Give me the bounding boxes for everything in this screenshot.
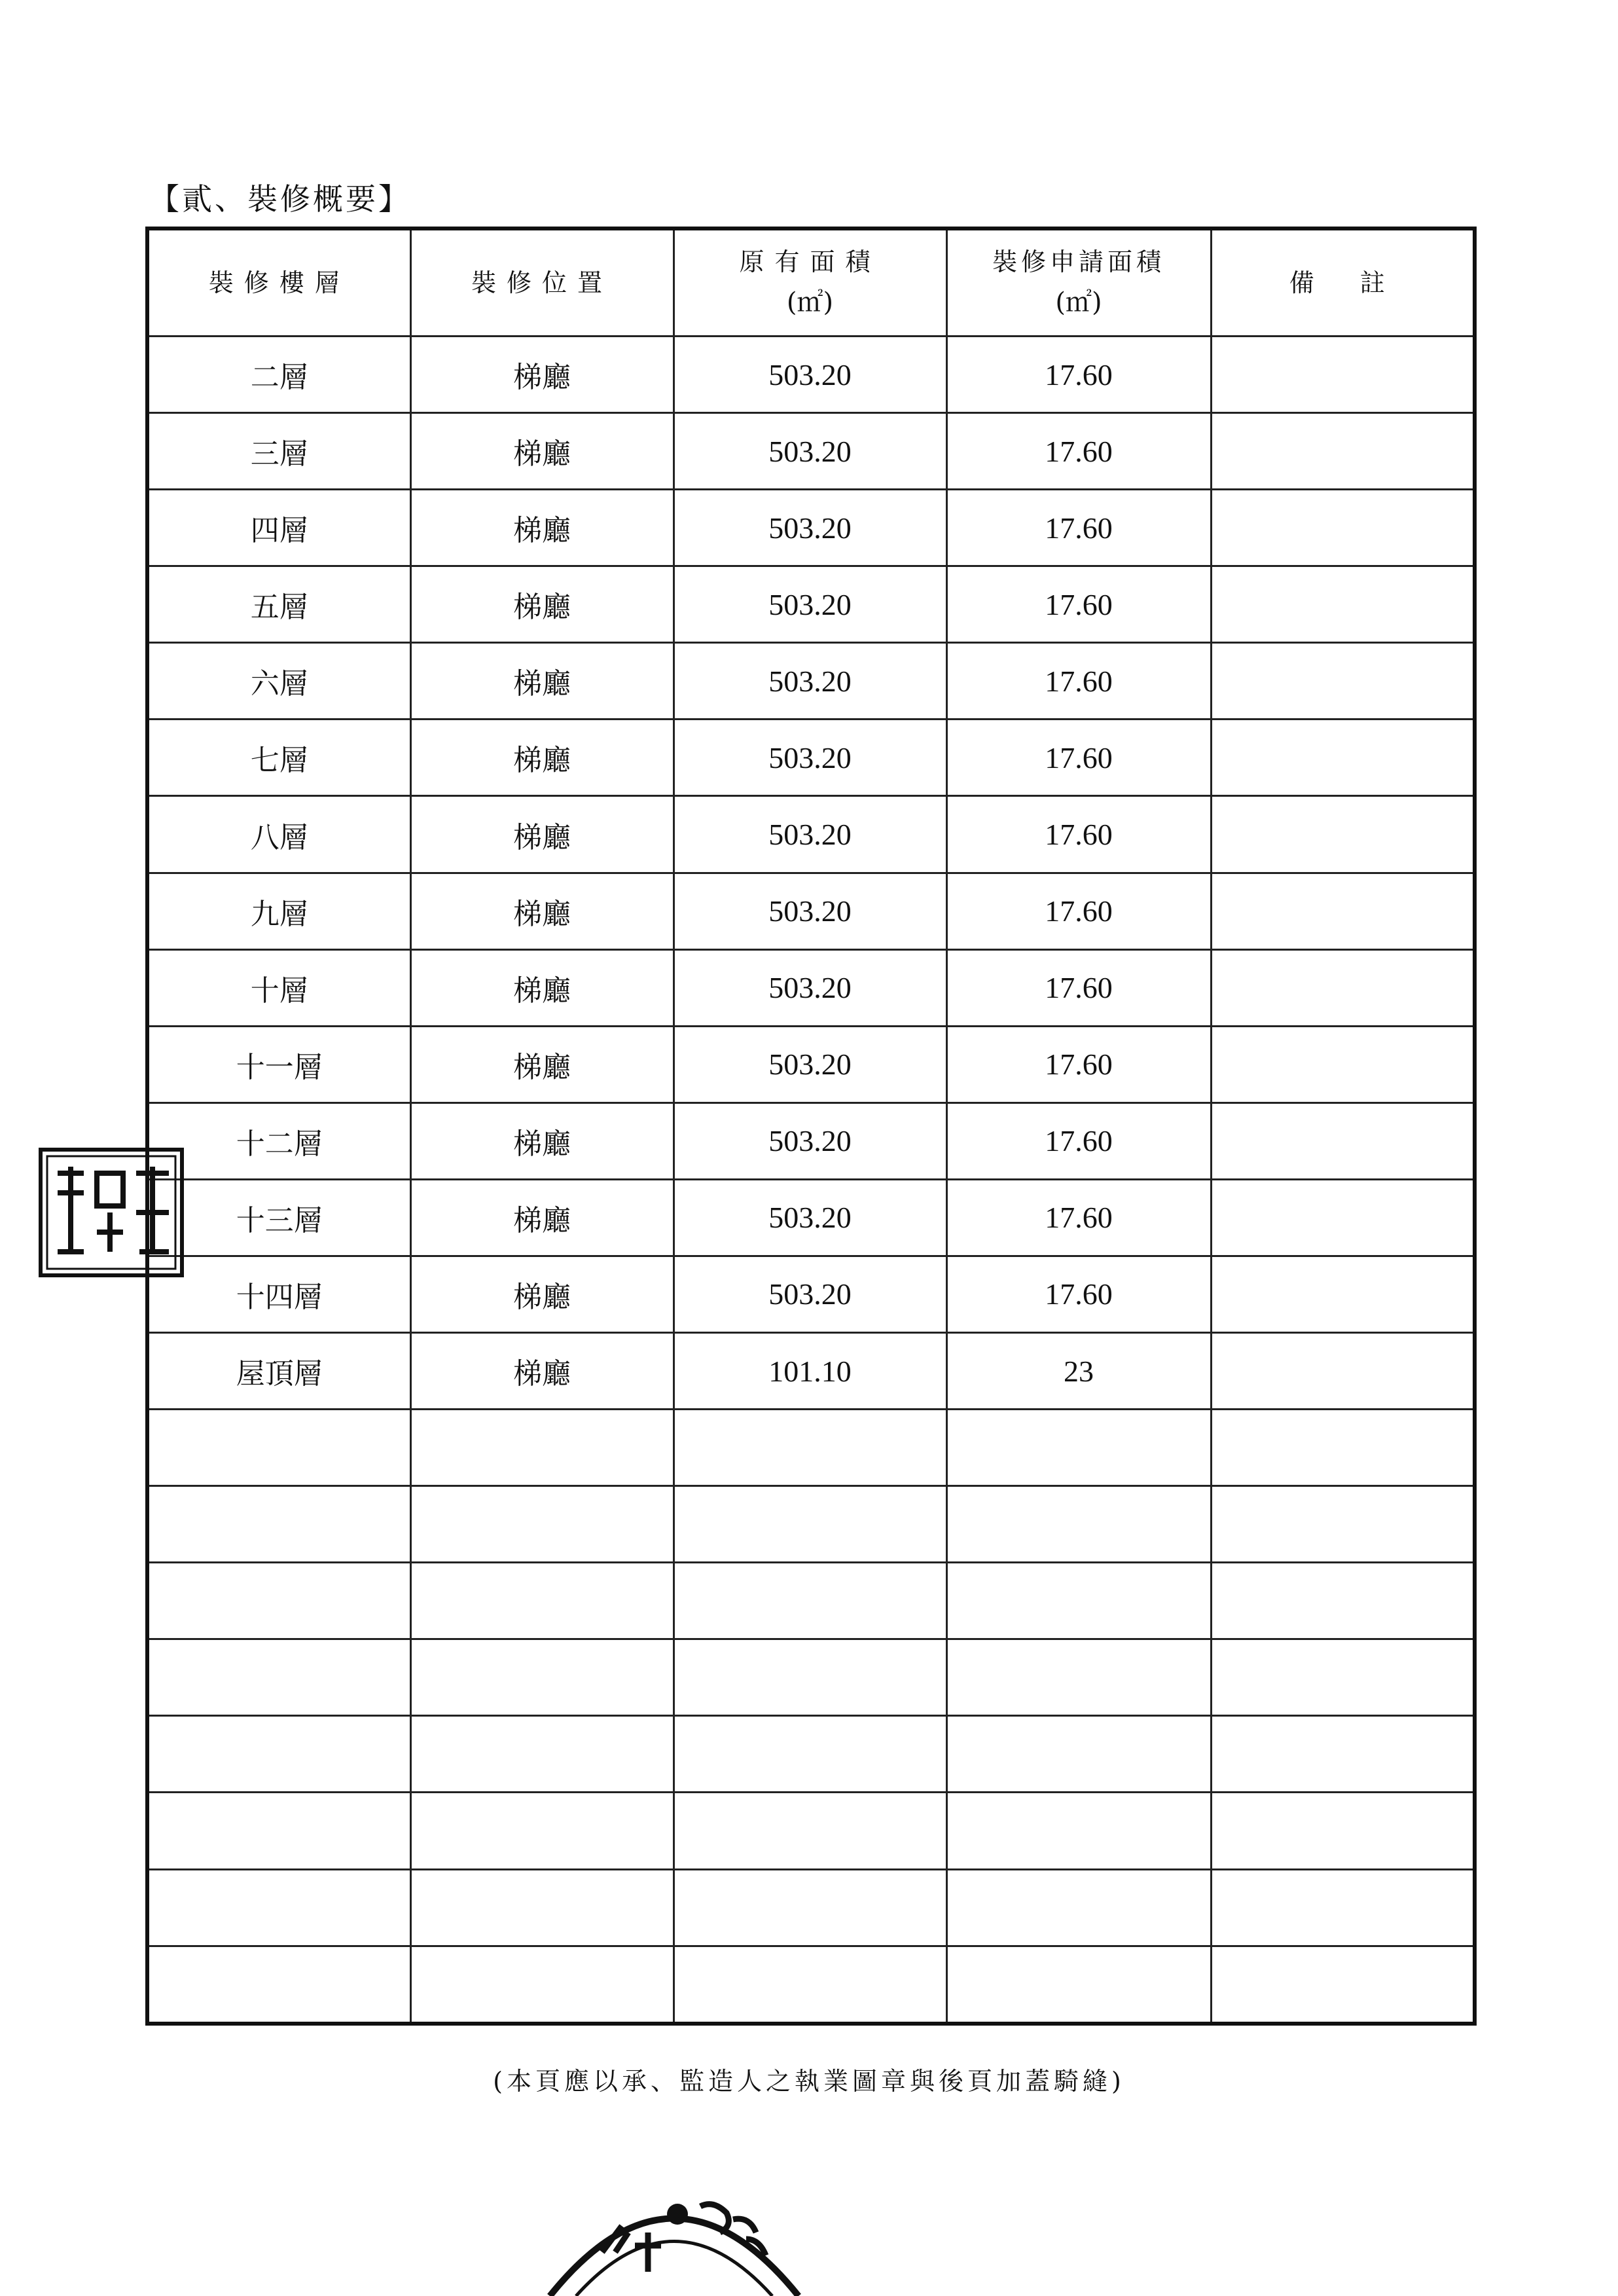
table-row bbox=[147, 873, 1475, 949]
location-cell bbox=[410, 1716, 674, 1793]
original-area-cell: 503.20 bbox=[674, 413, 946, 490]
table-row bbox=[147, 1410, 1475, 1486]
applied-area-cell bbox=[946, 1410, 1211, 1486]
floor-cell bbox=[147, 1716, 410, 1793]
floor-cell bbox=[147, 1639, 410, 1716]
header-original-area-label: 原有面積 bbox=[739, 247, 881, 276]
original-area-cell bbox=[674, 1410, 946, 1486]
original-area-cell: 503.20 bbox=[674, 1102, 946, 1179]
applied-area-cell bbox=[946, 1486, 1211, 1563]
original-area-cell: 503.20 bbox=[674, 873, 946, 949]
location-cell: 梯廳 bbox=[410, 566, 674, 643]
location-cell bbox=[410, 1410, 674, 1486]
table-row bbox=[147, 1639, 1475, 1716]
floor-cell: 十二層 bbox=[147, 1102, 410, 1179]
floor-cell: 三層 bbox=[147, 413, 410, 490]
original-area-cell: 503.20 bbox=[674, 1179, 946, 1256]
remarks-cell bbox=[1211, 1639, 1475, 1716]
header-location: 裝修位置 bbox=[410, 228, 674, 337]
floor-cell: 十四層 bbox=[147, 1256, 410, 1332]
location-cell: 梯廳 bbox=[410, 1179, 674, 1256]
applied-area-cell: 17.60 bbox=[946, 643, 1211, 720]
remarks-cell bbox=[1211, 949, 1475, 1026]
remarks-cell bbox=[1211, 1946, 1475, 2024]
remarks-cell bbox=[1211, 1026, 1475, 1102]
table-row bbox=[147, 796, 1475, 873]
table-row bbox=[147, 1179, 1475, 1256]
original-area-cell: 503.20 bbox=[674, 566, 946, 643]
table-row bbox=[147, 1026, 1475, 1102]
applied-area-cell: 17.60 bbox=[946, 1256, 1211, 1332]
remarks-cell bbox=[1211, 337, 1475, 413]
floor-cell: 八層 bbox=[147, 796, 410, 873]
table-row bbox=[147, 1793, 1475, 1869]
applied-area-cell: 17.60 bbox=[946, 949, 1211, 1026]
table-row bbox=[147, 1869, 1475, 1946]
location-cell: 梯廳 bbox=[410, 873, 674, 949]
floor-cell bbox=[147, 1793, 410, 1869]
applied-area-cell bbox=[946, 1946, 1211, 2024]
remarks-cell bbox=[1211, 1716, 1475, 1793]
remarks-cell bbox=[1211, 1179, 1475, 1256]
original-area-cell bbox=[674, 1869, 946, 1946]
remarks-cell bbox=[1211, 1563, 1475, 1639]
original-area-cell bbox=[674, 1486, 946, 1563]
applied-area-cell: 17.60 bbox=[946, 720, 1211, 796]
table-row bbox=[147, 1946, 1475, 2024]
applied-area-cell: 17.60 bbox=[946, 413, 1211, 490]
applied-area-cell: 17.60 bbox=[946, 1179, 1211, 1256]
applied-area-cell: 17.60 bbox=[946, 1026, 1211, 1102]
floor-cell: 屋頂層 bbox=[147, 1333, 410, 1410]
floor-cell: 十層 bbox=[147, 949, 410, 1026]
table-row bbox=[147, 643, 1475, 720]
header-applied-area-label: 裝修申請面積 bbox=[992, 247, 1165, 276]
floor-cell: 六層 bbox=[147, 643, 410, 720]
original-area-cell bbox=[674, 1563, 946, 1639]
table-row bbox=[147, 490, 1475, 566]
original-area-cell: 503.20 bbox=[674, 949, 946, 1026]
remarks-cell bbox=[1211, 1793, 1475, 1869]
table-row bbox=[147, 949, 1475, 1026]
table-row bbox=[147, 720, 1475, 796]
applied-area-cell bbox=[946, 1716, 1211, 1793]
location-cell: 梯廳 bbox=[410, 1026, 674, 1102]
remarks-cell bbox=[1211, 643, 1475, 720]
header-original-area bbox=[674, 228, 946, 337]
table-row bbox=[147, 566, 1475, 643]
applied-area-cell: 17.60 bbox=[946, 337, 1211, 413]
applied-area-cell: 17.60 bbox=[946, 796, 1211, 873]
location-cell: 梯廳 bbox=[410, 796, 674, 873]
location-cell bbox=[410, 1946, 674, 2024]
original-area-cell: 503.20 bbox=[674, 643, 946, 720]
original-area-cell bbox=[674, 1793, 946, 1869]
table-row bbox=[147, 1102, 1475, 1179]
original-area-cell: 503.20 bbox=[674, 1256, 946, 1332]
table-row bbox=[147, 1486, 1475, 1563]
original-area-cell: 503.20 bbox=[674, 796, 946, 873]
applied-area-cell: 17.60 bbox=[946, 490, 1211, 566]
applied-area-cell: 17.60 bbox=[946, 1102, 1211, 1179]
remarks-cell bbox=[1211, 1333, 1475, 1410]
location-cell: 梯廳 bbox=[410, 1256, 674, 1332]
applied-area-cell: 17.60 bbox=[946, 873, 1211, 949]
table-header-row bbox=[147, 228, 1475, 337]
location-cell bbox=[410, 1639, 674, 1716]
floor-cell bbox=[147, 1869, 410, 1946]
table-row bbox=[147, 1333, 1475, 1410]
header-original-area-unit: (㎡) bbox=[786, 287, 834, 318]
location-cell bbox=[410, 1486, 674, 1563]
floor-cell: 二層 bbox=[147, 337, 410, 413]
table-row bbox=[147, 1563, 1475, 1639]
location-cell bbox=[410, 1869, 674, 1946]
location-cell bbox=[410, 1793, 674, 1869]
applied-area-cell bbox=[946, 1793, 1211, 1869]
original-area-cell: 503.20 bbox=[674, 720, 946, 796]
floor-cell: 九層 bbox=[147, 873, 410, 949]
table-row bbox=[147, 337, 1475, 413]
floor-cell: 七層 bbox=[147, 720, 410, 796]
location-cell: 梯廳 bbox=[410, 1102, 674, 1179]
table-row bbox=[147, 1716, 1475, 1793]
location-cell: 梯廳 bbox=[410, 413, 674, 490]
applied-area-cell bbox=[946, 1563, 1211, 1639]
remarks-cell bbox=[1211, 490, 1475, 566]
floor-cell: 十三層 bbox=[147, 1179, 410, 1256]
location-cell bbox=[410, 1563, 674, 1639]
floor-cell: 十一層 bbox=[147, 1026, 410, 1102]
remarks-cell bbox=[1211, 1102, 1475, 1179]
floor-cell bbox=[147, 1486, 410, 1563]
location-cell: 梯廳 bbox=[410, 337, 674, 413]
location-cell: 梯廳 bbox=[410, 720, 674, 796]
original-area-cell: 503.20 bbox=[674, 490, 946, 566]
applied-area-cell: 17.60 bbox=[946, 566, 1211, 643]
remarks-cell bbox=[1211, 1256, 1475, 1332]
architect-seal-image bbox=[38, 1147, 185, 1278]
header-applied-area-unit: (㎡) bbox=[1055, 287, 1102, 318]
applied-area-cell bbox=[946, 1639, 1211, 1716]
table-body bbox=[147, 337, 1475, 2024]
applied-area-cell bbox=[946, 1869, 1211, 1946]
original-area-cell: 503.20 bbox=[674, 337, 946, 413]
remarks-cell bbox=[1211, 873, 1475, 949]
table-row bbox=[147, 413, 1475, 490]
header-applied-area bbox=[946, 228, 1211, 337]
remarks-cell bbox=[1211, 1486, 1475, 1563]
office-seal-image bbox=[537, 2180, 812, 2296]
remarks-cell bbox=[1211, 796, 1475, 873]
original-area-cell bbox=[674, 1716, 946, 1793]
applied-area-cell: 23 bbox=[946, 1333, 1211, 1410]
floor-cell: 四層 bbox=[147, 490, 410, 566]
remarks-cell bbox=[1211, 566, 1475, 643]
section-title: 【貳、裝修概要】 bbox=[149, 181, 411, 217]
renovation-summary-table bbox=[145, 227, 1477, 2026]
location-cell: 梯廳 bbox=[410, 643, 674, 720]
footer-note: (本頁應以承、監造人之執業圖章與後頁加蓋騎縫) bbox=[493, 2067, 1125, 2096]
floor-cell: 五層 bbox=[147, 566, 410, 643]
original-area-cell bbox=[674, 1946, 946, 2024]
table-row bbox=[147, 1256, 1475, 1332]
remarks-cell bbox=[1211, 1410, 1475, 1486]
header-floor: 裝修樓層 bbox=[147, 228, 410, 337]
location-cell: 梯廳 bbox=[410, 949, 674, 1026]
original-area-cell: 503.20 bbox=[674, 1026, 946, 1102]
floor-cell bbox=[147, 1563, 410, 1639]
remarks-cell bbox=[1211, 720, 1475, 796]
header-remarks: 備 註 bbox=[1211, 228, 1475, 337]
floor-cell bbox=[147, 1410, 410, 1486]
remarks-cell bbox=[1211, 413, 1475, 490]
location-cell: 梯廳 bbox=[410, 490, 674, 566]
location-cell: 梯廳 bbox=[410, 1333, 674, 1410]
floor-cell bbox=[147, 1946, 410, 2024]
remarks-cell bbox=[1211, 1869, 1475, 1946]
original-area-cell bbox=[674, 1639, 946, 1716]
original-area-cell: 101.10 bbox=[674, 1333, 946, 1410]
